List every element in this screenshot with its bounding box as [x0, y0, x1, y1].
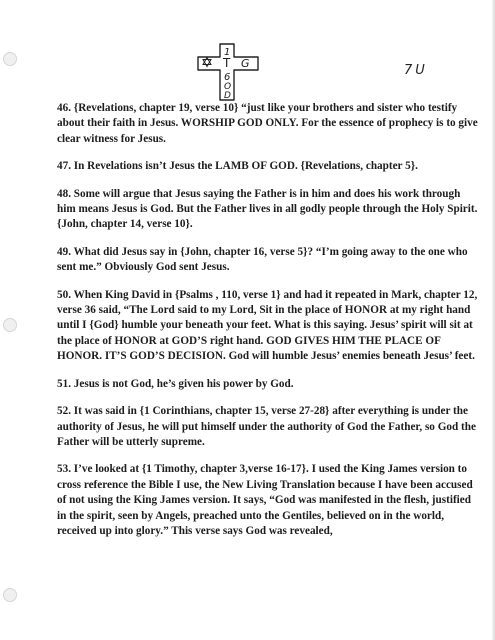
emblem-letter: O	[224, 82, 232, 92]
handwritten-page-mark: 7U	[404, 63, 428, 78]
paragraph-46: 46. {Revelations, chapter 19, verse 10} “just like your brothers and sister who testify about their faith in Jesus. WORSHIP GOD ONLY. For the essence of prophecy is to give clear witness for Jesus.	[57, 102, 478, 145]
cross-emblem	[196, 42, 264, 102]
emblem-letter: D	[224, 91, 231, 101]
paragraph-48: 48. Some will argue that Jesus saying the Father is in him and does his work through him means Jesus is God. But the Father lives in all godly people through the Holy Spirit. {John, chapter 14, verse 10}.	[57, 187, 478, 231]
paragraph-49: 49. What did Jesus say in {John, chapter 16, verse 5}? “I’m going away to the one who sent me.” Obviously God sent Jesus.	[57, 245, 468, 274]
emblem-letter: G	[241, 57, 250, 70]
binder-hole	[3, 588, 17, 602]
paragraph-47: 47. In Revelations isn’t Jesus the LAMB OF GOD. {Revelations, chapter 5}.	[57, 160, 418, 173]
star-of-david-icon	[203, 58, 211, 67]
paragraph-51: 51. Jesus is not God, he’s given his power by God.	[57, 377, 294, 390]
emblem-letter: T	[223, 56, 231, 70]
document-body	[57, 101, 479, 551]
emblem-letter: 1	[224, 47, 231, 58]
cross-emblem-drawing	[196, 42, 264, 102]
paragraph-50: 50. When King David in {Psalms , 110, verse 1} and had it repeated in Mark, chapter 12, verse 36 said, “The Lord said to my Lord, Sit in the place of HONOR at my right hand until I {God} humble your beneath your feet. What is this saying. Jesus’ spirit will sit at the place of HONOR at GOD’S right hand. GOD GIVES HIM THE PLACE OF HONOR. IT’S GOD’S DECISION. God will humble Jesus’ enemies beneath Jesus’ feet.	[57, 288, 478, 363]
paragraph-53: 53. I’ve looked at {1 Timothy, chapter 3,verse 16-17}. I used the King James version to cross reference the Bible I use, the New Living Translation because I have been accused of not using the King James version. It says, “God was manifested in the flesh, justified in the spirit, seen by Angels, preached unto the Gentiles, believed on in the world, received up into glory.” This verse says God was revealed,	[57, 463, 473, 537]
paragraph-52: 52. It was said in {1 Corinthians, chapter 15, verse 27-28} after everything is under the authority of Jesus, he will put himself under the authority of God the Father, so God the Father will be utterly supreme.	[57, 405, 476, 448]
binder-hole	[3, 52, 17, 66]
binder-hole	[3, 318, 17, 332]
emblem-letter: 6	[224, 72, 231, 83]
